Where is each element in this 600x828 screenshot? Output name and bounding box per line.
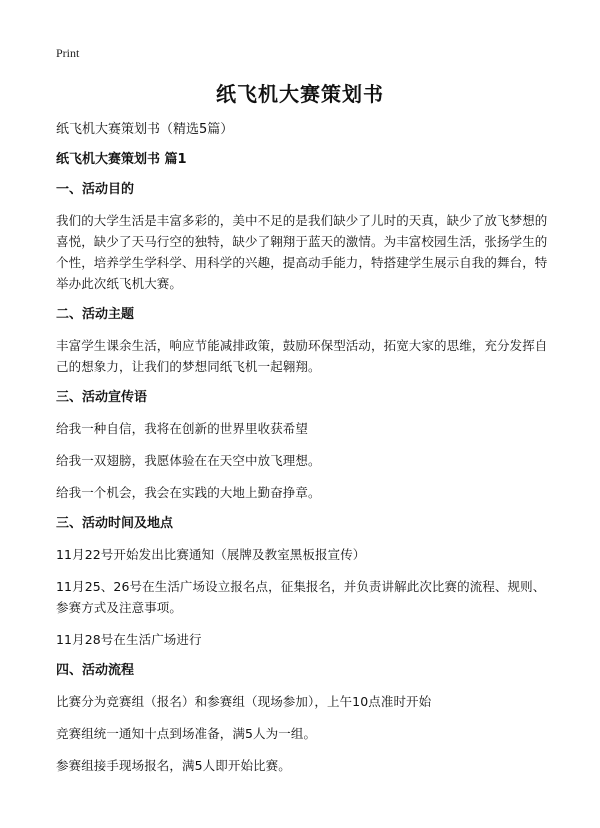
paragraph: 竞赛组统一通知十点到场准备，满5人为一组。 bbox=[56, 726, 317, 741]
section-purpose bbox=[56, 180, 556, 294]
section-heading: 四、活动流程 bbox=[56, 663, 135, 678]
paragraph: 11月28号在生活广场进行 bbox=[56, 632, 202, 647]
document-subtitle: 纸飞机大赛策划书（精选5篇） bbox=[56, 122, 234, 137]
paragraph: 给我一个机会，我会在实践的大地上勤奋挣章。 bbox=[56, 485, 321, 500]
paragraph: 丰富学生课余生活，响应节能减排政策，鼓励环保型活动，拓宽大家的思维，充分发挥自己的想象力，让我们的梦想同纸飞机一起翱翔。 bbox=[56, 338, 548, 374]
document-body bbox=[56, 120, 556, 787]
paragraph: 我们的大学生活是丰富多彩的，美中不足的是我们缺少了儿时的天真，缺少了放飞梦想的喜悦，缺少了天马行空的独特，缺少了翱翔于蓝天的激情。为丰富校园生活，张扬学生的个性，培养学生学科学、用科学的兴趣，提高动手能力，特搭建学生展示自我的舞台，特举办此次纸飞机大赛。 bbox=[56, 213, 548, 291]
paragraph: 11月25、26号在生活广场设立报名点，征集报名，并负责讲解此次比赛的流程、规则、参赛方式及注意事项。 bbox=[56, 579, 546, 615]
print-link[interactable]: Print bbox=[56, 46, 80, 60]
section-process bbox=[56, 661, 556, 776]
article-title: 纸飞机大赛策划书 篇1 bbox=[56, 152, 187, 167]
section-heading: 一、活动目的 bbox=[56, 182, 135, 197]
section-heading: 二、活动主题 bbox=[56, 307, 135, 322]
paragraph: 11月22号开始发出比赛通知（展牌及教室黑板报宣传） bbox=[56, 547, 366, 562]
section-time-location bbox=[56, 514, 556, 650]
section-heading: 三、活动宣传语 bbox=[56, 390, 148, 405]
page-title: 纸飞机大赛策划书 bbox=[216, 82, 384, 106]
section-heading: 三、活动时间及地点 bbox=[56, 516, 174, 531]
paragraph: 参赛组接手现场报名，满5人即开始比赛。 bbox=[56, 758, 291, 773]
paragraph: 给我一双翅膀，我愿体验在在天空中放飞理想。 bbox=[56, 453, 321, 468]
paragraph: 给我一种自信，我将在创新的世界里收获希望 bbox=[56, 421, 309, 436]
section-slogans bbox=[56, 388, 556, 503]
section-theme bbox=[56, 305, 556, 377]
paragraph: 比赛分为竞赛组（报名）和参赛组（现场参加），上午10点准时开始 bbox=[56, 694, 432, 709]
